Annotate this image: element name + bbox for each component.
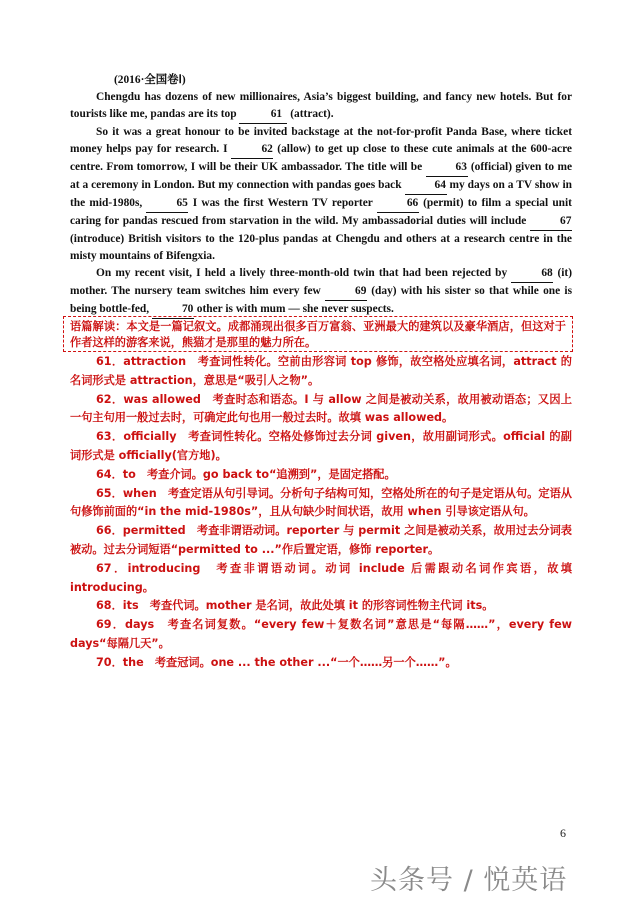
text: (allow) to get up close to these cute animals at the 600-acre centre. From tomorrow, I will be their UK ambassador. The title will be <box>70 143 572 173</box>
blank-69: 69 <box>325 283 367 301</box>
text: (it) mother. The nursery team switches him every few <box>70 267 572 297</box>
paragraph-3 <box>70 265 572 319</box>
text: (attract). <box>287 108 334 120</box>
answer-item: 69．days 考查名词复数。“every few＋复数名词”意思是“每隔……”，every few days“每隔几天”。 <box>70 618 572 650</box>
blank-67: 67 <box>530 213 572 231</box>
text: Chengdu has dozens of new millionaires, Asia’s biggest building, and fancy new hotels. But for tourists like me, pandas are its top <box>70 91 572 120</box>
answer-item: 65．when 考查定语从句引导词。分析句子结构可知，空格处所在的句子是定语从句。定语从句修饰前面的“in the mid-1980s”，且从句缺少时间状语，故用 when 引导该定语从句。 <box>70 486 572 519</box>
answer-item: 68．its 考查代词。mother 是名词，故此处填 it 的形容词性物主代词 its。 <box>96 599 494 613</box>
passage-summary-box <box>63 316 573 352</box>
text: (official) given to me at a ceremony in London. But my connection with pandas goes back <box>70 161 572 191</box>
answer-item: 67．introducing 考查非谓语动词。动词 include 后需跟动名词作宾语，故填 introducing。 <box>70 561 572 594</box>
text: On my recent visit, I held a lively three-month-old twin that had been rejected by <box>96 267 512 279</box>
answer-item: 61．attraction 考查词性转化。空前由形容词 top 修饰，故空格处应填名词，attract 的名词形式是 attraction，意思是“吸引人之物”。 <box>70 355 572 387</box>
blank-64: 64 <box>405 177 447 195</box>
answer-item: 70．the 考查冠词。one ... the other ...“一个……另一个……”。 <box>96 655 457 669</box>
summary-text: 本文是一篇记叙文。成都涌现出很多百万富翁、亚洲最大的建筑以及豪华酒店，但这对于作者这样的游客来说，熊猫才是那里的魅力所在。 <box>70 320 566 349</box>
watermark: 头条号 / 悦英语 <box>370 865 568 896</box>
answer-item: 63．officially 考查词性转化。空格处修饰过去分词 given，故用副词形式。official 的副词形式是 officially(官方地)。 <box>70 430 572 462</box>
page-number: 6 <box>560 826 566 840</box>
blank-62: 62 <box>231 141 273 159</box>
blank-70: 70 <box>152 301 194 319</box>
text: (introduce) British visitors to the 120-plus pandas at Chengdu and others at a research centre in the misty mountains of Bifengxia. <box>70 233 572 262</box>
paragraph-2 <box>70 124 572 265</box>
answer-item: 64．to 考查介词。go back to“追溯到”，是固定搭配。 <box>96 467 396 481</box>
blank-63: 63 <box>426 159 468 177</box>
text: my days on a TV show in the mid-1980s, <box>70 179 572 209</box>
source-label: (2016·全国卷Ⅰ) <box>114 74 186 86</box>
summary-label: 语篇解读： <box>70 320 127 333</box>
text: (day) with his sister so that while one is being bottle-fed, <box>70 285 573 315</box>
paragraph-1 <box>70 89 572 124</box>
blank-68: 68 <box>511 265 553 283</box>
answer-explanations <box>70 353 572 673</box>
blank-66: 66 <box>377 195 419 213</box>
blank-65: 65 <box>146 195 188 213</box>
answer-item: 62．was allowed 考查时态和语态。I 与 allow 之间是被动关系，故用被动语态；又因上一句主句用一般过去时，可确定此句也用一般过去时。故填 was allowed。 <box>70 392 572 425</box>
passage <box>70 72 572 319</box>
text: other is with mum — she never suspects. <box>193 303 394 315</box>
text: (permit) to film a special unit caring for pandas rescued from starvation in the wild. My ambassadorial duties will include <box>70 197 572 227</box>
blank-61: 61 <box>239 106 287 124</box>
text: So it was a great honour to be invited backstage at the not-for-profit Panda Base, where ticket money helps pay for research. I <box>70 126 572 155</box>
text: I was the first Western TV reporter <box>188 197 377 209</box>
answer-item: 66．permitted 考查非谓语动词。reporter 与 permit 之间是被动关系，故用过去分词表被动。过去分词短语“permitted to ...”作后置定语，修饰 reporter。 <box>70 524 572 556</box>
